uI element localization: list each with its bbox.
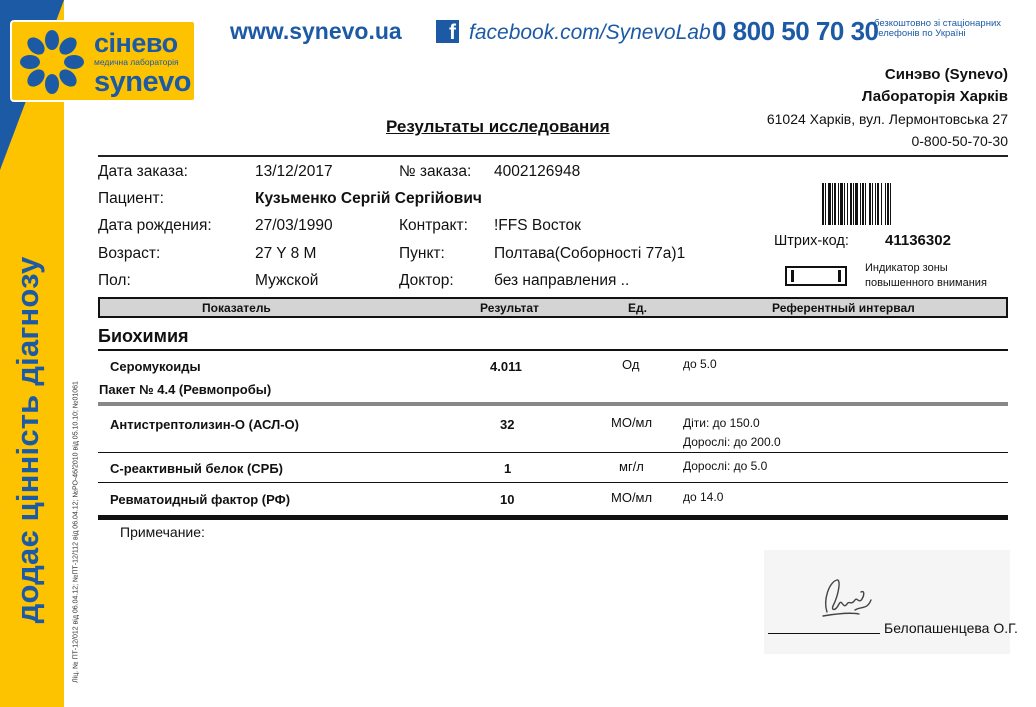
divider xyxy=(98,155,1008,157)
sex-label: Пол: xyxy=(98,272,131,289)
signatory-name: Белопашенцева О.Г. xyxy=(884,620,1018,636)
facebook-icon: f xyxy=(436,20,459,43)
barcode-number: 41136302 xyxy=(885,232,951,249)
lab-name: Синэво (Synevo) xyxy=(884,66,1008,83)
signature-line xyxy=(768,633,880,634)
col-result: Результат xyxy=(480,301,539,315)
handwritten-signature xyxy=(815,570,885,630)
order-number-value: 4002126948 xyxy=(494,163,581,180)
attention-indicator-label: Индикатор зоны повышенного внимания xyxy=(865,262,987,289)
patient-name: Кузьменко Сергій Сергійович xyxy=(255,190,482,207)
document-title: Результаты исследования xyxy=(386,117,610,136)
table-row-result: 1 xyxy=(504,461,512,476)
row-divider xyxy=(98,482,1008,483)
table-row-name: Антистрептолизин-О (АСЛ-О) xyxy=(110,417,299,432)
table-row-result: 4.011 xyxy=(490,359,522,374)
logo-text-ua: сінево xyxy=(94,28,178,58)
table-row-name: Ревматоидный фактор (РФ) xyxy=(110,492,291,507)
flower-logo-icon xyxy=(20,30,84,94)
table-row-reference: до 14.0 xyxy=(683,490,724,504)
note-label: Примечание: xyxy=(120,524,205,540)
table-row-unit: Од xyxy=(622,357,640,372)
table-row-name: С-реактивный белок (СРБ) xyxy=(110,461,283,476)
facebook-link[interactable]: facebook.com/SynevoLab xyxy=(469,21,711,44)
sex-value: Мужской xyxy=(255,272,319,289)
table-row-unit: МО/мл xyxy=(611,415,653,430)
contract-value: !FFS Восток xyxy=(494,217,581,234)
lab-address: 61024 Харків, вул. Лермонтовська 27 xyxy=(766,111,1008,127)
lab-phone: 0-800-50-70-30 xyxy=(911,133,1008,149)
table-row-reference-2: Дорослі: до 200.0 xyxy=(683,435,781,449)
contract-label: Контракт: xyxy=(399,217,468,234)
group-title: Пакет № 4.4 (Ревмопробы) xyxy=(99,382,272,397)
doctor-label: Доктор: xyxy=(399,272,454,289)
col-unit: Ед. xyxy=(628,301,647,315)
table-row-unit: МО/мл xyxy=(611,490,653,505)
hotline-phone: 0 800 50 70 30 xyxy=(712,16,879,46)
order-date-value: 13/12/2017 xyxy=(255,163,333,180)
table-row-result: 32 xyxy=(500,417,515,432)
barcode-label: Штрих-код: xyxy=(774,233,849,249)
barcode-bar xyxy=(891,183,893,225)
lab-branch: Лабораторія Харків xyxy=(861,88,1008,105)
barcode xyxy=(822,183,946,225)
dob-label: Дата рождения: xyxy=(98,217,212,234)
license-text: Ліц. № ПТ-12/012 від 06.04.12; №ПТ-12/112 від 06.04.12; №РО-46/2010 від 05.10.10; №01061 xyxy=(72,381,80,683)
logo-subtitle: медична лабораторія xyxy=(94,57,179,67)
results-table-header xyxy=(98,297,1008,318)
age-label: Возраст: xyxy=(98,245,161,262)
patient-label: Пациент: xyxy=(98,190,164,207)
table-row-reference: до 5.0 xyxy=(683,357,717,371)
brand-slogan: додає цінність діагнозу xyxy=(10,256,45,624)
section-divider xyxy=(98,349,1008,351)
table-row-result: 10 xyxy=(500,492,515,507)
table-row-reference: Дорослі: до 5.0 xyxy=(683,459,768,473)
signature-area xyxy=(764,550,1010,654)
col-reference: Референтный интервал xyxy=(772,301,915,315)
doctor-value: без направления .. xyxy=(494,272,630,289)
group-divider xyxy=(98,402,1008,406)
logo-text-en: synevo xyxy=(94,66,191,98)
hotline-note: безкоштовно зі стаціонарних телефонів по Україні xyxy=(874,18,1002,39)
point-value: Полтава(Соборності 77а)1 xyxy=(494,245,686,262)
dob-value: 27/03/1990 xyxy=(255,217,333,234)
age-value: 27 Y 8 M xyxy=(255,245,317,262)
website-link[interactable]: www.synevo.ua xyxy=(230,18,402,44)
table-row-unit: мг/л xyxy=(619,459,644,474)
lab-info xyxy=(767,64,1008,152)
table-bottom-border xyxy=(98,515,1008,520)
order-number-label: № заказа: xyxy=(399,163,472,180)
table-row-name: Серомукоиды xyxy=(110,359,201,374)
col-indicator: Показатель xyxy=(202,301,271,315)
row-divider xyxy=(98,452,1008,453)
order-date-label: Дата заказа: xyxy=(98,163,188,180)
section-title: Биохимия xyxy=(98,326,189,346)
point-label: Пункт: xyxy=(399,245,445,262)
table-row-reference: Діти: до 150.0 xyxy=(683,416,760,430)
synevo-logo xyxy=(10,20,196,102)
attention-indicator xyxy=(785,266,847,286)
